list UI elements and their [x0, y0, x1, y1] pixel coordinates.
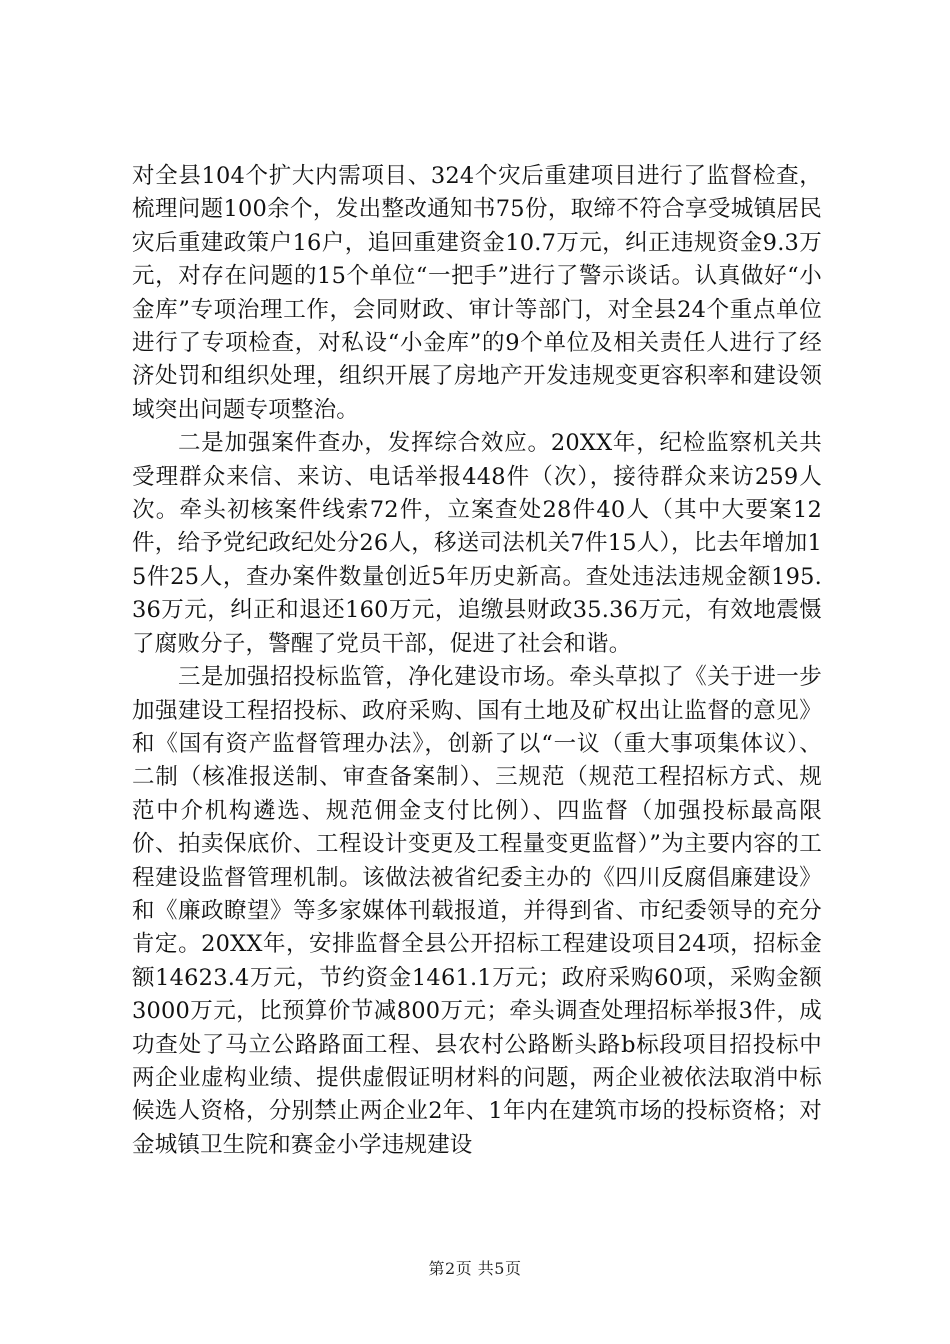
paragraph-2: 二是加强案件查办，发挥综合效应。20XX年，纪检监察机关共受理群众来信、来访、电话举报448件（次），接待群众来访259人次。牵头初核案件线索72件，立案查处28件40人（其中大要案12件，给予党纪政纪处分26人，移送司法机关7件15人），比去年增加15件25人，查办案件数量创近5年历史新高。查处违法违规金额195.36万元，纠正和退还160万元，追缴县财政35.36万元，有效地震慑了腐败分子，警醒了党员干部，促进了社会和谐。	[132, 430, 822, 657]
document-body	[132, 160, 822, 1162]
paragraph-3: 三是加强招投标监管，净化建设市场。牵头草拟了《关于进一步加强建设工程招投标、政府采购、国有土地及矿权出让监督的意见》和《国有资产监督管理办法》，创新了以“一议（重大事项集体议）、二制（核准报送制、审查备案制）、三规范（规范工程招标方式、规范中介机构遴选、规范佣金支付比例）、四监督（加强投标最高限价、拍卖保底价、工程设计变更及工程量变更监督）”为主要内容的工程建设监督管理机制。该做法被省纪委主办的《四川反腐倡廉建设》和《廉政瞭望》等多家媒体刊载报道，并得到省、市纪委领导的充分肯定。20XX年，安排监督全县公开招标工程建设项目24项，招标金额14623.4万元，节约资金1461.1万元；政府采购60项，采购金额3000万元，比预算价节减800万元；牵头调查处理招标举报3件，成功查处了马立公路路面工程、县农村公路断头路b标段项目招投标中两企业虚构业绩、提供虚假证明材料的问题，两企业被依法取消中标候选人资格，分别禁止两企业2年、1年内在建筑市场的投标资格；对金城镇卫生院和赛金小学违规建设	[132, 664, 822, 1158]
page-number-footer: 第2页 共5页	[428, 1259, 522, 1278]
paragraph-1: 对全县104个扩大内需项目、324个灾后重建项目进行了监督检查，梳理问题100余个，发出整改通知书75份，取缔不符合享受城镇居民灾后重建政策户16户，追回重建资金10.7万元，纠正违规资金9.3万元，对存在问题的15个单位“一把手”进行了警示谈话。认真做好“小金库”专项治理工作，会同财政、审计等部门，对全县24个重点单位进行了专项检查，对私设“小金库”的9个单位及相关责任人进行了经济处罚和组织处理，组织开展了房地产开发违规变更容积率和建设领域突出问题专项整治。	[132, 163, 822, 423]
